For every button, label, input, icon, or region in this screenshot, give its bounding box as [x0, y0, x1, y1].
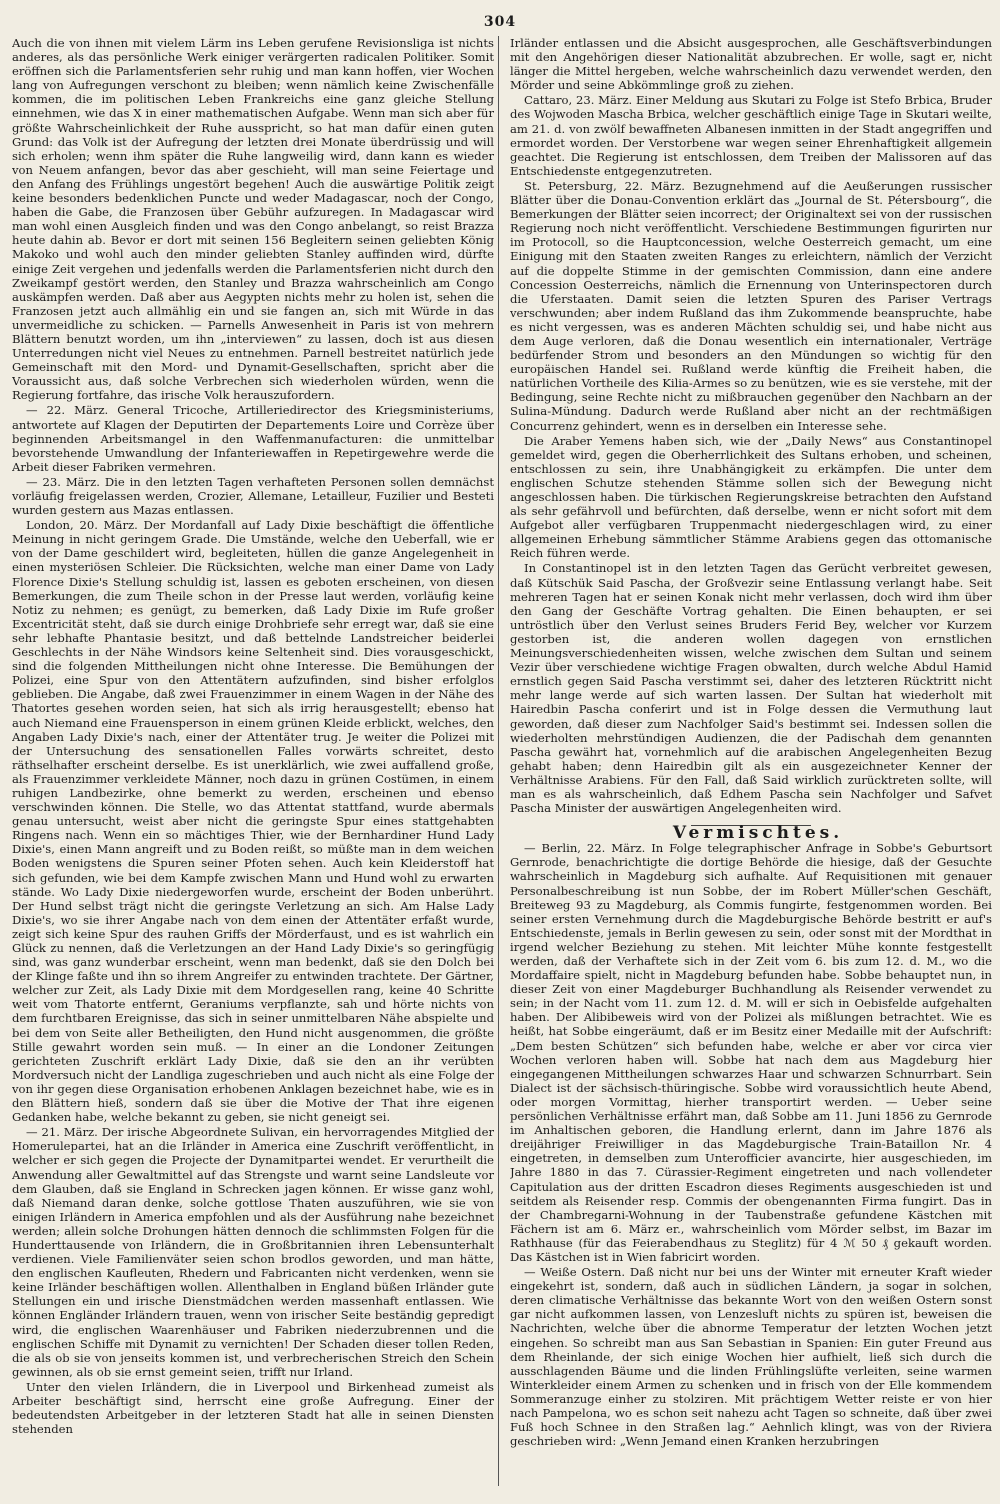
article-paragraph: Die Araber Yemens haben sich, wie der „Daily News“ aus Constantinopel gemeldet wird, gegen die Oberherrlichkeit des Sultans erhoben, und scheinen, entschlossen zu sein, ihre Unabhängigkeit zu erkämpfen. Die unter dem englischen Schutze stehenden Stämme sollen sich der Bewegung nicht angeschlossen haben. Die türkischen Regierungskreise betrachten den Aufstand als sehr gefährvoll und befürchten, daß derselbe, wenn er nicht sofort mit dem Aufgebot aller verfügbaren Truppenmacht niedergeschlagen wird, zu einer allgemeinen Erhebung sämmtlicher Stämme Arabiens gegen das ottomanische Reich führen werde. — [510, 433, 992, 561]
right-column — [510, 36, 992, 1488]
article-paragraph: In Constantinopel ist in den letzten Tagen das Gerücht verbreitet gewesen, daß Kütschük Said Pascha, der Großvezir seine Entlassung verlangt habe. Seit mehreren Tagen hat er seinen Konak nicht mehr verlassen, doch wird ihm über den Gang der Geschäfte Vortrag gehalten. Die Einen behaupten, er sei untröstlich über den Verlust seines Bruders Ferid Bey, welcher vor Kurzem gestorben ist, die anderen wollen dagegen von ernstlichen Meinungsverschiedenheiten wissen, welche zwischen dem Sultan und seinem Vezir über verschiedene wichtige Fragen obwalten, durch welche Abdul Hamid ernstlich gegen Said Pascha verstimmt sei, daher des letzteren Rücktritt nicht mehr lange werde auf sich warten lassen. Der Sultan hat wiederholt mit Hairedbin Pascha conferirt und ist in Folge dessen die Vermuthung laut geworden, daß dieser zum Nachfolger Said's bestimmt sei. Indessen sollen die wiederholten mehrstündigen Audienzen, die der Padischah dem genannten Pascha gewährt hat, vornehmlich auf die arabischen Angelegenheiten Bezug gehabt haben; denn Hairedbin gilt als ein ausgezeichneter Kenner der Verhältnisse Arabiens. Für den Fall, daß Said wirklich zurücktreten sollte, will man es als wahrscheinlich, daß Edhem Pascha sein Nachfolger und Safvet Pascha Minister der auswärtigen Angelegenheiten wird. — [510, 561, 992, 816]
article-paragraph: Auch die von ihnen mit vielem Lärm ins Leben gerufene Revisionsliga ist nichts anderes, als das persönliche Werk einiger verärgerten radicalen Politiker. Somit eröffnen sich die Parlamentsferien sehr ruhig und man kann hoffen, vier Wochen lang von Aufregungen verschont zu bleiben; wenn nämlich keine Zwischenfälle kommen, die im politischen Leben Frankreichs eine ganz gleiche Stellung einnehmen, wie das X in einer mathematischen Aufgabe. Wenn man sich aber für größte Wahrscheinlichkeit der Ruhe ausspricht, so hat man dafür einen guten Grund: das Volk ist der Aufregung der letzten drei Monate überdrüssig und will sich erholen; wenn ihm später die Ruhe langweilig wird, dann kann es wieder von Neuem anfangen, bevor das aber geschieht, will man seine Feiertage und den Anfang des Frühlings ungestört begehen! Auch die auswärtige Politik zeigt keine besonders bedenklichen Puncte und weder Madagascar, noch der Congo, haben die Gabe, die Franzosen über Gebühr aufzuregen. In Madagascar wird man wohl einen Ausgleich finden und was den Congo anbelangt, so reist Brazza heute dahin ab. Bevor er dort mit seinen 156 Begleitern seinen geliebten König Makoko und wohl auch den minder geliebten Stanley auffinden wird, dürfte einige Zeit vergehen und jedenfalls werden die Parlamentsferien nicht durch den Zweikampf gestört werden, den Stanley und Brazza wahrscheinlich am Congo auskämpfen werden. Daß aber aus Aegypten nichts mehr zu holen ist, sehen die Franzosen jetzt auch allmählig ein und sie fangen an, sich mit Würde in das unvermeidliche zu schicken. — Parnells Anwesenheit in Paris ist von mehrern Blättern benutzt worden, um ihn „interviewen“ zu lassen, doch ist aus diesen Unterredungen nicht viel Neues zu entnehmen. Parnell bestreitet natürlich jede Gemeinschaft mit den Mord- und Dynamit-Gesellschaften, spricht aber die Voraussicht aus, daß solche Verbrechen sich wiederholen würden, wenn die Regierung fortfahre, das irische Volk herauszufordern. — [12, 36, 494, 403]
article-paragraph: — Berlin, 22. März. In Folge telegraphischer Anfrage in Sobbe's Geburtsort Gernrode, benachrichtigte die dortige Behörde die hiesige, daß der Gesuchte wahrscheinlich in Magdeburg sich aufhalte. Auf Requisitionen mit genauer Personalbeschreibung ist nun Sobbe, der im Robert Müller'schen Geschäft, Breiteweg 93 zu Magdeburg, als Commis fungirte, festgenommen worden. Bei seiner ersten Vernehmung durch die Magdeburgische Behörde bestritt er auf's Entschiedenste, jemals in Berlin gewesen zu sein, oder sonst mit der Mordthat in irgend welcher Beziehung zu stehen. Mit leichter Mühe konnte festgestellt werden, daß der Verhaftete sich in der Zeit vom 6. bis zum 12. d. M., wo die Mordaffaire spielt, nicht in Magdeburg befunden habe. Sobbe behauptet nun, in dieser Zeit von einer Magdeburger Buchhandlung als Reisender verwendet zu sein; in der Nacht vom 11. zum 12. d. M. will er sich in Oebisfelde aufgehalten haben. Der Alibibeweis wird von der Polizei als mißlungen betrachtet. Wie es heißt, hat Sobbe eingeräumt, daß er im Besitz einer Medaille mit der Aufschrift: „Dem besten Schützen“ sich befunden habe, welche er aber vor circa vier Wochen verloren haben will. Sobbe hat nach dem aus Magdeburg hier eingegangenen Mittheilungen schwarzes Haar und schwarzen Schnurrbart. Sein Dialect ist der sächsisch-thüringische. Sobbe wird voraussichtlich heute Abend, oder morgen Vormittag, hierher transportirt werden. — Ueber seine persönlichen Verhältnisse erfährt man, daß Sobbe am 11. Juni 1856 zu Gernrode im Anhaltischen geboren, die Handlung erlernt, dann im Jahre 1876 als dreijähriger Freiwilliger in das Magdeburgische Train-Bataillon Nr. 4 eingetreten, in demselben zum Unterofficier avancirte, hier ausgeschieden, im Jahre 1880 in das 7. Cürassier-Regiment eingetreten und nach vollendeter Capitulation aus der dritten Escadron dieses Regiments ausgeschieden ist und seitdem als Reisender resp. Commis der obengenannten Firma fungirt. Das in der Chambregarni-Wohnung in der Taubenstraße gefundene Kästchen mit Fächern ist am 6. März er., wahrscheinlich vom Mörder selbst, im Bazar im Rathhause (für das Feierabendhaus zu Steglitz) für 4 ℳ 50 ₰ gekauft worden. Das Kästchen ist in Wien fabricirt worden. — [510, 841, 992, 1264]
left-column — [12, 36, 494, 1488]
column-divider — [498, 36, 499, 1486]
article-paragraph: — 22. März. General Tricoche, Artilleriedirector des Kriegsministeriums, antwortete auf Klagen der Deputirten der Departements Loire und Corrèze über beginnenden Arbeitsmangel in den Waffenmanufacturen: die unmittelbar bevorstehende Umwandlung der Infanteriewaffen in Repetirgewehre werde die Arbeit dieser Fabriken vermehren. — [12, 403, 494, 474]
article-paragraph: — 21. März. Der irische Abgeordnete Sulivan, ein hervorragendes Mitglied der Homerulepartei, hat an die Irländer in America eine Zuschrift veröffentlicht, in welcher er sich gegen die Projecte der Dynamitpartei wendet. Er verurtheilt die Anwendung aller Gewaltmittel auf das Strengste und warnt seine Landsleute vor dem Glauben, daß sie England in Schrecken jagen können. Er wisse ganz wohl, daß Niemand daran denke, solche gottlose Thaten auszuführen, wie sie von einigen Irländern in America empfohlen und als der Ausführung nahe bezeichnet werden; allein solche Drohungen hätten dennoch die schlimmsten Folgen für die Hunderttausende von Irländern, die in Großbritannien ihren Lebensunterhalt verdienen. Viele Familienväter seien schon brodlos geworden, und man hätte, den englischen Kaufleuten, Rhedern und Fabricanten nicht verdenken, wenn sie keine Irländer beschäftigen wollen. Allenthalben in England büßen Irländer gute Stellungen ein und irische Dienstmädchen werden massenhaft entlassen. Wie können Engländer Irländern trauen, wenn von irischer Seite beständig gepredigt wird, die englischen Waarenhäuser und Fabriken niederzubrennen und die englischen Schiffe mit Dynamit zu vernichten! Der Schaden dieser tollen Reden, die als ob sie von jenseits kommen ist, und verbrecherischen Streich den Schein gewinnen, als ob sie ernst gemeint seien, trifft nur Irland. — [12, 1125, 494, 1379]
article-paragraph: Irländer entlassen und die Absicht ausgesprochen, alle Geschäftsverbindungen mit den Angehörigen dieser Nationalität abzubrechen. Er wolle, sagt er, nicht länger die Mittel hergeben, welche wahrscheinlich dazu verwendet werden, den Mörder und seine Abkömmlinge groß zu ziehen. — [510, 36, 992, 93]
article-paragraph: Cattaro, 23. März. Einer Meldung aus Skutari zu Folge ist Stefo Brbica, Bruder des Wojwoden Mascha Brbica, welcher geschäftlich einige Tage in Skutari weilte, am 21. d. von zwölf bewaffneten Albanesen inmitten in der Stadt angegriffen und ermordet worden. Der Verstorbene war wegen seiner Ehrenhaftigkeit allgemein geachtet. Die Regierung ist entschlossen, dem Treiben der Malissoren auf das Entschiedenste entgegenzutreten. — [510, 93, 992, 178]
page-number: 304 — [483, 14, 517, 30]
article-paragraph: London, 20. März. Der Mordanfall auf Lady Dixie beschäftigt die öffentliche Meinung in nicht geringem Grade. Die Umstände, welche den Ueberfall, wie er von der Dame geschildert wird, begleiteten, hüllen die ganze Angelegenheit in einen mysteriösen Schleier. Die Rücksichten, welche man einer Dame von Lady Florence Dixie's Stellung schuldig ist, lassen es geboten erscheinen, von diesen Bemerkungen, die zum Theile schon in der Presse laut werden, vorläufig keine Notiz zu nehmen; es genügt, zu bemerken, daß Lady Dixie im Rufe großer Excentricität steht, daß sie durch einige Drohbriefe sehr erregt war, daß sie eine sehr lebhafte Phantasie besitzt, und daß bettelnde Landstreicher beiderlei Geschlechts in der Nähe Windsors keine Seltenheit sind. Dies vorausgeschickt, sind die folgenden Mittheilungen nicht ohne Interesse. Die Bemühungen der Polizei, eine Spur von den Attentätern aufzufinden, sind bisher erfolglos geblieben. Die Angabe, daß zwei Frauenzimmer in einem Wagen in der Nähe des Thatortes gesehen worden seien, hat sich als irrig herausgestellt; ebenso hat auch Niemand eine Frauensperson in einem grünen Kleide erblickt, welches, den Angaben Lady Dixie's nach, einer der Attentäter trug. Je weiter die Polizei mit der Untersuchung des sensationellen Falles vorwärts schreitet, desto räthselhafter erscheint derselbe. Es ist unerklärlich, wie zwei auffallend große, als Frauenzimmer verkleidete Männer, noch dazu in grünen Costümen, in einem ruhigen Landbezirke, ohne bemerkt zu werden, erscheinen und ebenso verschwinden können. Die Stelle, wo das Attentat stattfand, wurde abermals genau untersucht, weist aber nicht die geringste Spur eines stattgehabten Ringens nach. Wenn ein so mächtiges Thier, wie der Bernhardiner Hund Lady Dixie's, einen Mann angreift und zu Boden reißt, so müßte man in dem weichen Boden wenigstens die Spuren seiner Pfoten sehen. Auch kein Kleiderstoff hat sich gefunden, wie bei dem Kampfe zwischen Mann und Hund wohl zu erwarten stände. Wo Lady Dixie niedergeworfen wurde, erscheint der Boden unberührt. Der Hund selbst trägt nicht die geringste Verletzung an sich. Am Halse Lady Dixie's, wo sie ihrer Angabe nach von dem einen der Attentäter erfaßt wurde, zeigt sich keine Spur des rauhen Griffs der Mörderfaust, und es ist wahrlich ein Glück zu nennen, daß die Verletzungen an der Hand Lady Dixie's so geringfügig sind, was ganz wunderbar erscheint, wenn man bedenkt, daß sie den Dolch bei der Klinge faßte und ihn so ihrem Angreifer zu entwinden trachtete. Der Gärtner, welcher zur Zeit, als Lady Dixie mit dem Mordgesellen rang, keine 40 Schritte weit vom Thatorte entfernt, Geraniums verpflanzte, sah und hörte nichts von dem furchtbaren Ereignisse, das sich in seiner unmittelbaren Nähe abspielte und bei dem von Seite aller Betheiligten, den Hund nicht ausgenommen, die größte Stille gewahrt worden sein muß. — In einer an die Londoner Zeitungen gerichteten Zuschrift erklärt Lady Dixie, daß sie den an ihr verübten Mordversuch nicht der Landliga zugeschrieben und auch nicht als eine Folge der von ihr gegen diese Organisation erhobenen Anklagen bezeichnet habe, wie es in den Blättern hieß, sondern daß sie über die Motive der That ihre eigenen Gedanken habe, welche bekannt zu geben, sie nicht geneigt sei. — [12, 518, 494, 1125]
article-paragraph: Unter den vielen Irländern, die in Liverpool und Birkenhead zumeist als Arbeiter beschäftigt sind, herrscht eine große Aufregung. Einer der bedeutendsten Arbeitgeber in der letzteren Stadt hat alle in seinen Diensten stehenden — [12, 1379, 494, 1437]
article-paragraph: — Weiße Ostern. Daß nicht nur bei uns der Winter mit erneuter Kraft wieder eingekehrt ist, sondern, daß auch in südlichen Ländern, ja sogar in solchen, deren climatische Verhältnisse das bekannte Wort von den weißen Ostern sonst gar nicht aufkommen lassen, von Lenzesluft nichts zu spüren ist, beweisen die Nachrichten, welche über die abnorme Temperatur der letzten Wochen jetzt eingehen. So schreibt man aus San Sebastian in Spanien: Ein guter Freund aus dem Rheinlande, der sich einige Wochen hier aufhielt, ließ sich durch die ausschlagenden Bäume und die linden Frühlingslüfte verleiten, seine warmen Winterkleider einem Armen zu schenken und in frisch von der Elle kommendem Sommeranzuge einher zu stolziren. Mit prächtigem Wetter reiste er von hier nach Pampelona, wo es schon seit nahezu acht Tagen so schneite, daß über zwei Fuß hoch Schnee in den Straßen lag.“ Aehnlich klingt, was von der Riviera geschrieben wird: „Wenn Jemand einen Kranken herzubringen — [510, 1265, 992, 1449]
section-heading: Vermischtes. — [672, 823, 844, 844]
article-paragraph: — 23. März. Die in den letzten Tagen verhafteten Personen sollen demnächst vorläufig freigelassen werden, Crozier, Allemane, Letailleur, Fuzilier und Besteti wurden gestern aus Mazas entlassen. — [12, 474, 494, 518]
article-paragraph: St. Petersburg, 22. März. Bezugnehmend auf die Aeußerungen russischer Blätter über die Donau-Convention erklärt das „Journal de St. Pétersbourg“, die Bemerkungen der Blätter seien incorrect; der Originaltext sei von der russischen Regierung noch nicht veröffentlicht. Verschiedene Bestimmungen figurirten nur im Protocoll, so die Hauptconcession, welche Oesterreich gemacht, um eine Einigung mit den Staaten zweiten Ranges zu erleichtern, nämlich der Verzicht auf die doppelte Stimme in der gemischten Commission, dann eine andere Concession Oesterreichs, nämlich die Ernennung von Unterinspectoren durch die Uferstaaten. Damit seien die letzten Spuren des Pariser Vertrags verschwunden; aber indem Rußland das ihm Zukommende beanspruchte, habe es nicht vergessen, was es anderen Mächten schuldig sei, und habe nicht aus dem Auge verloren, daß die Donau wesentlich ein internationaler, Verträge bedürfender Strom und besonders an den Mündungen so wichtig für den europäischen Handel sei. Rußland werde künftig die Freiheit haben, die natürlichen Vortheile des Kilia-Armes so zu benützen, wie es sie verstehe, mit der Bedingung, seine Rechte nicht zu mißbrauchen gegenüber den Nachbarn an der Sulina-Mündung. Dadurch werde Rußland aber nicht an der rechtmäßigen Concurrenz gehindert, wenn es in derselben ein Interesse sehe. — [510, 178, 992, 433]
